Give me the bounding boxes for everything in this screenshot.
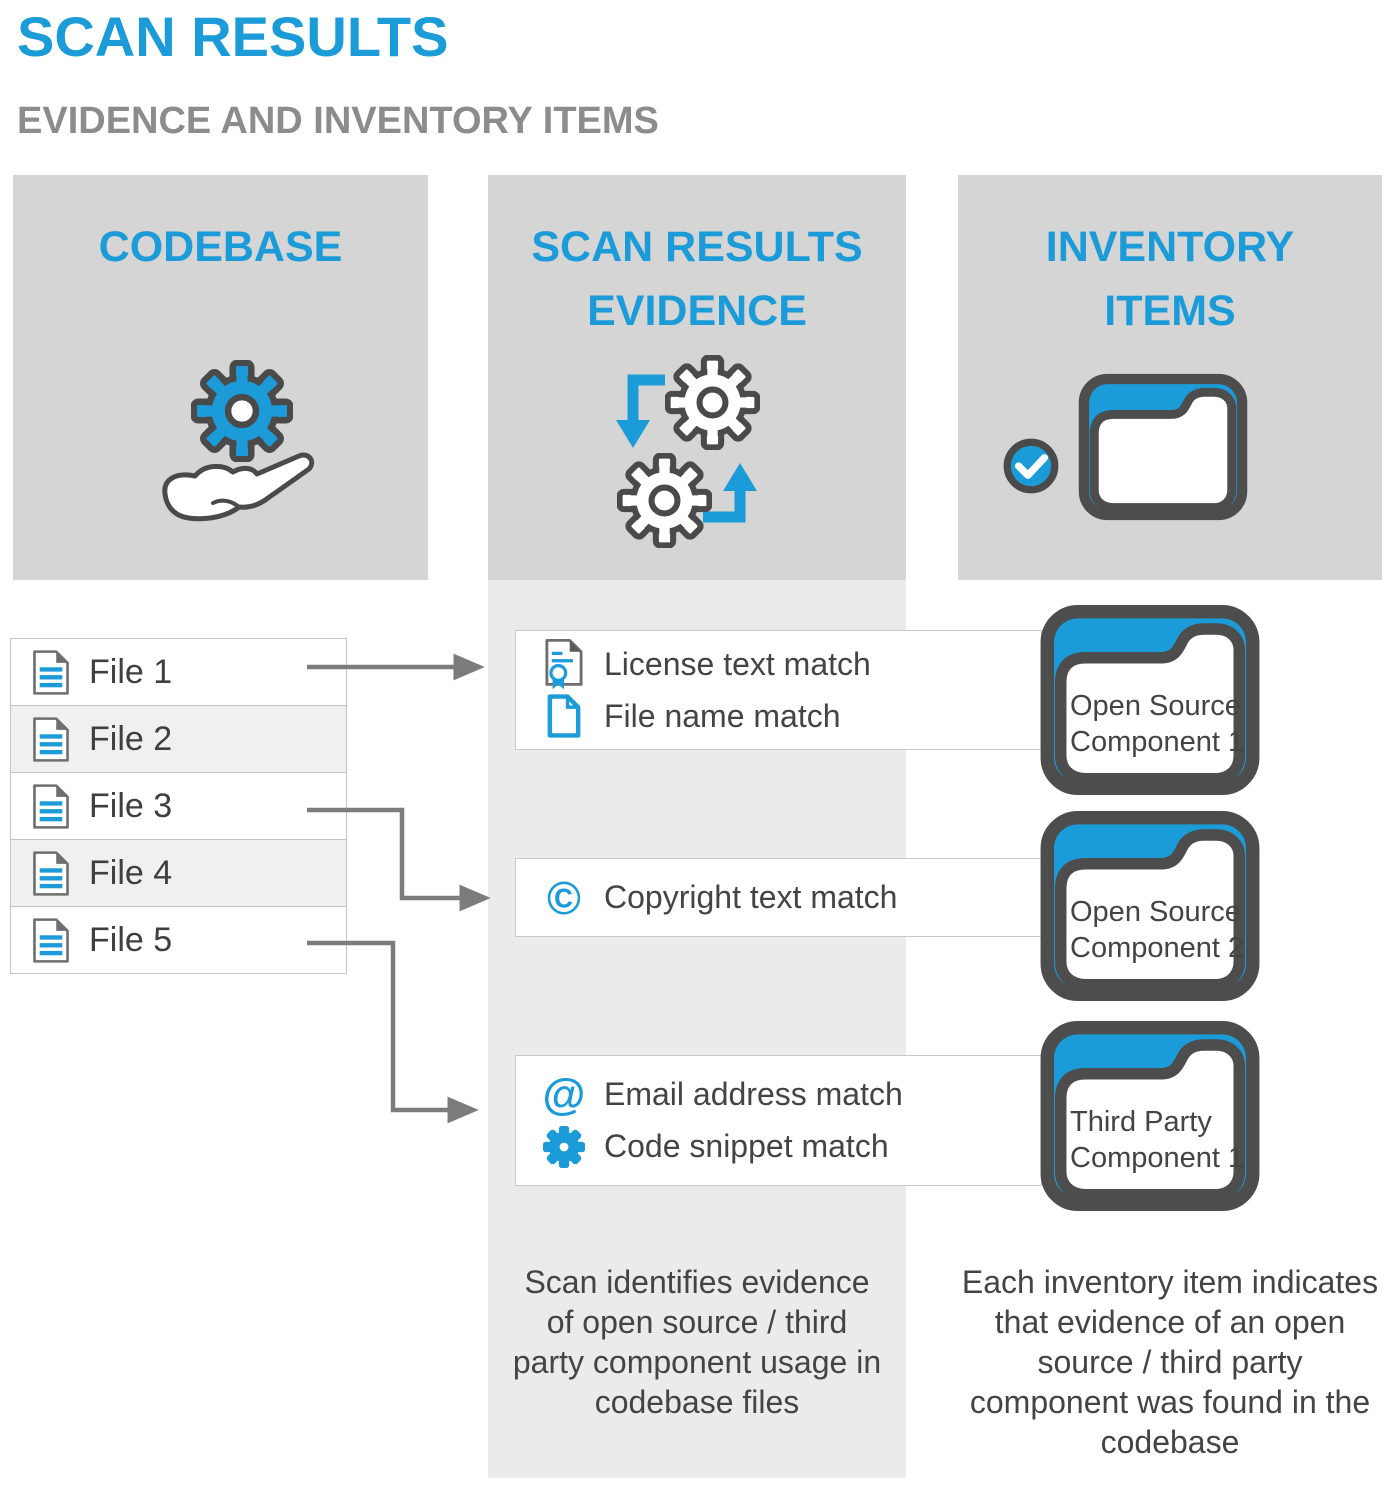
file-row <box>11 907 346 973</box>
evidence-label: License text match <box>604 645 871 682</box>
gears-sync-arrows-icon <box>603 350 813 560</box>
codebase-file-list <box>10 638 347 974</box>
file-row <box>11 639 346 706</box>
document-icon <box>31 648 71 697</box>
evidence-row <box>516 1121 1041 1173</box>
folder-icon <box>1078 373 1248 521</box>
inventory-footnote: Each inventory item indicates that evidence of an open source / third party component was found in the codebase <box>961 1264 1379 1460</box>
file-row <box>11 706 346 773</box>
evidence-box-license-filename <box>515 630 1042 750</box>
inventory-item-folder <box>1038 604 1262 796</box>
column-header-codebase <box>13 175 428 580</box>
evidence-footnote: Scan identifies evidence of open source / third party component usage in codebase files <box>512 1264 882 1420</box>
inventory-title: INVENTORY ITEMS <box>1045 223 1295 335</box>
evidence-box-copyright <box>515 858 1042 937</box>
column-header-evidence <box>488 175 906 580</box>
folder-with-check-icon <box>958 371 1382 531</box>
folder-label: Open Source Component 2 <box>1070 896 1245 964</box>
hand-holding-gear-icon <box>143 358 343 528</box>
evidence-row <box>516 690 1041 742</box>
evidence-label: File name match <box>604 697 841 734</box>
inventory-item-folder <box>1038 810 1262 1002</box>
file-label: File 2 <box>89 719 173 758</box>
file-label: File 4 <box>89 853 173 892</box>
evidence-row <box>516 638 1041 690</box>
file-label: File 1 <box>89 652 173 691</box>
check-circle-icon <box>1000 435 1062 497</box>
evidence-title: SCAN RESULTS EVIDENCE <box>531 223 863 335</box>
file-outline-icon <box>540 693 588 739</box>
folder-label: Third Party Component 1 <box>1070 1106 1245 1174</box>
file-row <box>11 773 346 840</box>
codebase-title: CODEBASE <box>98 223 343 271</box>
file-label: File 5 <box>89 920 173 959</box>
document-icon <box>31 715 71 764</box>
evidence-label: Copyright text match <box>604 879 898 915</box>
evidence-box-email-snippet <box>515 1055 1042 1186</box>
evidence-label: Code snippet match <box>604 1128 889 1164</box>
file-label: File 3 <box>89 786 173 825</box>
document-icon <box>31 782 71 831</box>
page-title: SCAN RESULTS <box>17 5 449 68</box>
document-icon <box>31 849 71 898</box>
copyright-icon: © <box>547 871 581 924</box>
column-header-inventory <box>958 175 1382 580</box>
evidence-row <box>516 872 1041 924</box>
code-gear-icon <box>540 1126 588 1168</box>
page-subtitle: EVIDENCE AND INVENTORY ITEMS <box>17 100 659 142</box>
evidence-row <box>516 1069 1041 1121</box>
document-icon <box>31 916 71 965</box>
inventory-item-folder <box>1038 1020 1262 1212</box>
license-certificate-icon <box>540 636 588 692</box>
file-row <box>11 840 346 907</box>
email-at-icon: @ <box>542 1069 586 1119</box>
evidence-label: Email address match <box>604 1076 903 1112</box>
folder-label: Open Source Component 1 <box>1070 690 1245 758</box>
